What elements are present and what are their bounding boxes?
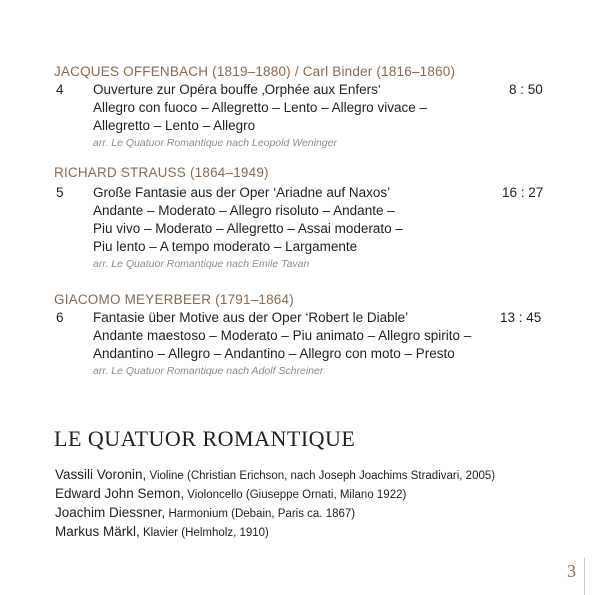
movement-line: Allegretto – Lento – Allegro [93, 118, 256, 133]
member-instrument: Violoncello (Giuseppe Ornati, Milano 1922) [184, 489, 407, 501]
composer-heading: JACQUES OFFENBACH (1819–1880) / Carl Binder (1816–1860) [54, 64, 456, 79]
member-name: Joachim Diessner, [55, 505, 166, 520]
composer-heading: GIACOMO MEYERBEER (1791–1864) [54, 292, 294, 307]
movement-line: Piu lento – A tempo moderato – Largamente [93, 239, 358, 254]
track-duration: 13 : 45 [500, 310, 542, 325]
movement-line: Andantino – Allegro – Andantino – Allegro con moto – Presto [93, 346, 455, 361]
work-title: Ouverture zur Opéra bouffe ‚Orphée aux Enfers‘ [93, 82, 381, 97]
movement-line: Allegro con fuoco – Allegretto – Lento – Allegro vivace – [93, 100, 427, 115]
track-duration: 8 : 50 [509, 82, 543, 97]
arrangement-credit: arr. Le Quatuor Romantique nach Emile Tavan [93, 258, 310, 270]
ensemble-member [55, 504, 355, 522]
track-number: 4 [56, 82, 64, 97]
composer-heading: RICHARD STRAUSS (1864–1949) [54, 165, 269, 180]
movement-line: Andante maestoso – Moderato – Piu animato – Allegro spirito – [93, 328, 472, 343]
track-number: 5 [56, 185, 64, 200]
work-title: Fantasie über Motive aus der Oper ‘Robert le Diable’ [93, 310, 409, 325]
member-name: Edward John Semon, [55, 486, 185, 501]
member-instrument: Klavier (Helmholz, 1910) [139, 527, 269, 539]
movement-line: Andante – Moderato – Allegro risoluto – Andante – [93, 203, 395, 218]
ensemble-title: LE QUATUOR ROMANTIQUE [54, 426, 356, 451]
track-duration: 16 : 27 [502, 185, 544, 200]
track-number: 6 [56, 310, 64, 325]
ensemble-member [55, 466, 495, 484]
arrangement-credit: arr. Le Quatuor Romantique nach Leopold Weninger [93, 137, 337, 149]
page-edge-rule [584, 558, 585, 595]
ensemble-member [55, 485, 406, 503]
arrangement-credit: arr. Le Quatuor Romantique nach Adolf Schreiner [93, 365, 324, 377]
member-instrument: Harmonium (Debain, Paris ca. 1867) [165, 508, 356, 520]
member-name: Markus Märkl, [55, 524, 140, 539]
movement-line: Piu vivo – Moderato – Allegretto – Assai moderato – [93, 221, 403, 236]
work-title: Große Fantasie aus der Oper ‘Ariadne auf Naxos’ [93, 185, 391, 200]
member-name: Vassili Voronin, [55, 467, 147, 482]
ensemble-member [55, 523, 269, 541]
page-number: 3 [567, 561, 576, 581]
member-instrument: Violine (Christian Erichson, nach Joseph Joachims Stradivari, 2005) [146, 470, 496, 482]
